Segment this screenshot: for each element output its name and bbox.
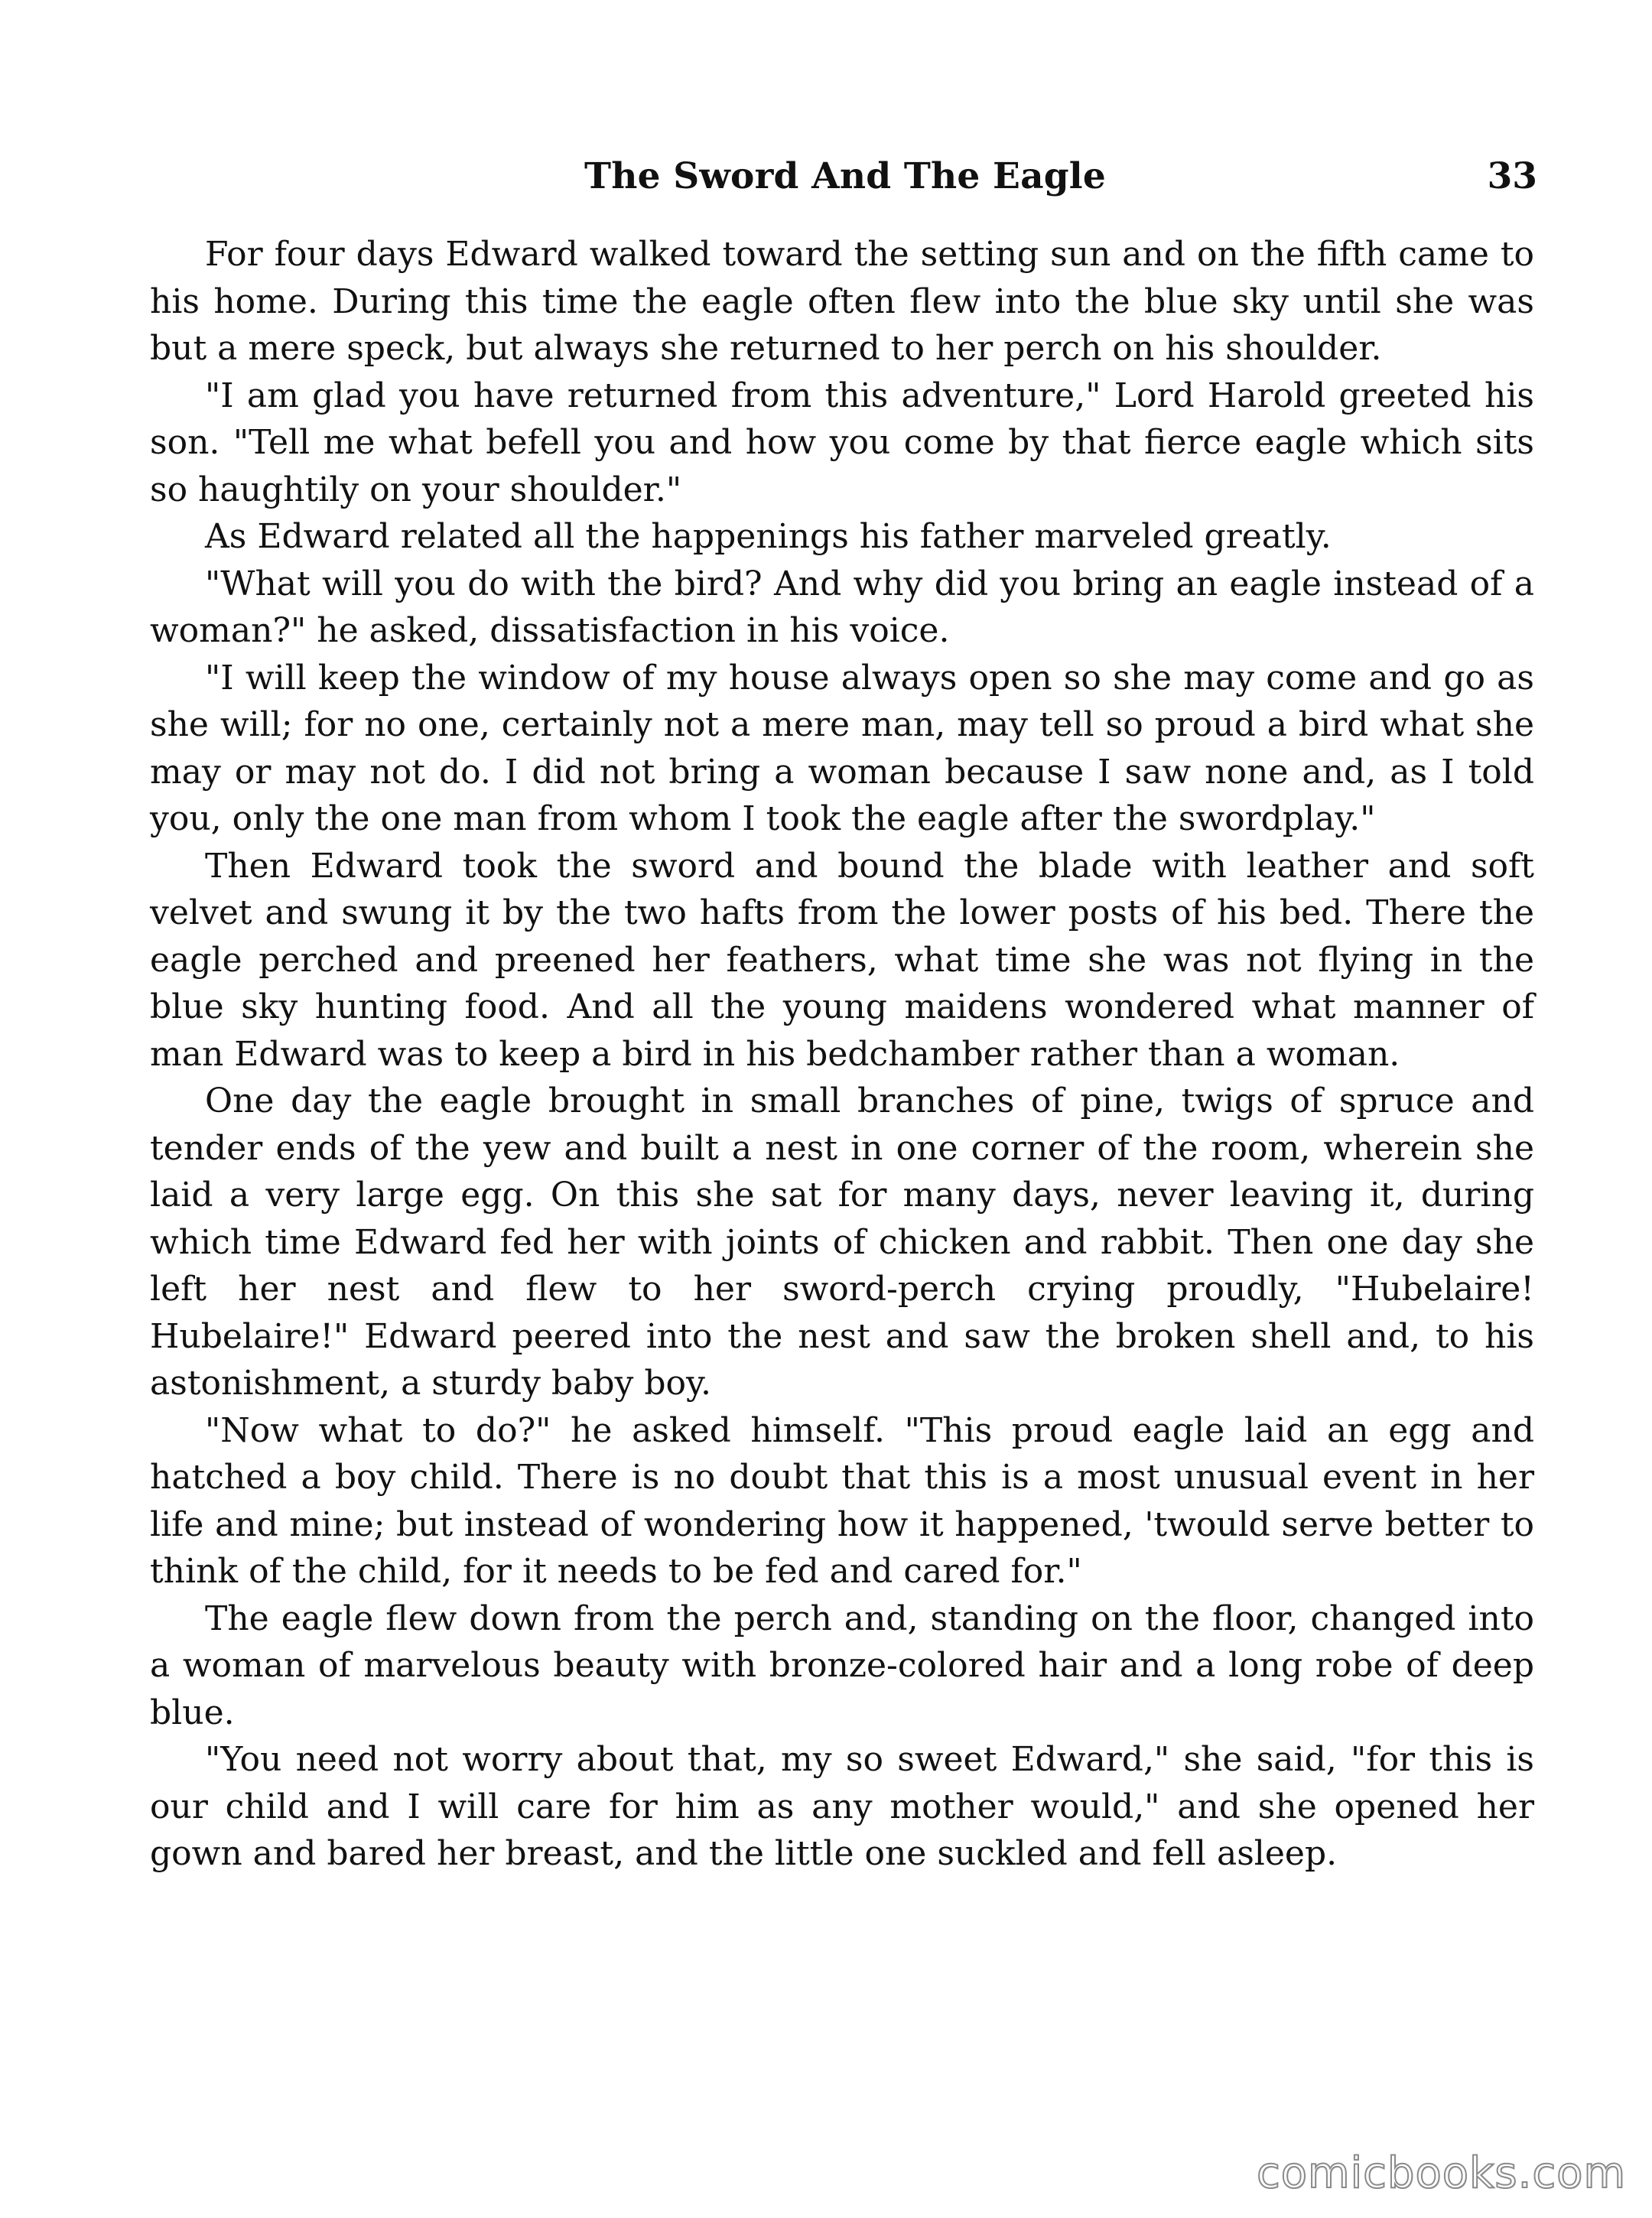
chapter-title: The Sword And The Eagle — [584, 155, 1106, 197]
paragraph: As Edward related all the happenings his father marveled greatly. — [205, 517, 1332, 556]
paragraph: Then Edward took the sword and bound the blade with leather and soft velvet and swung it by the two hafts from the lower posts of his bed. There the eagle perched and preened her feathers, what time she was not flying in the blue sky hunting food. And all the young maidens wondered what manner of man Edward was to keep a bird in his bedchamber rather than a woman. — [150, 846, 1534, 1074]
paragraph: "What will you do with the bird? And why did you bring an eagle instead of a woman?" he asked, dissatisfaction in his voice. — [150, 564, 1534, 650]
page-number: 33 — [1487, 155, 1537, 197]
paragraph: "You need not worry about that, my so sweet Edward," she said, "for this is our child and I will care for him as any mother would," and she opened her gown and bared her breast, and the little one suckled and fell asleep. — [150, 1740, 1534, 1873]
body-text — [150, 231, 1534, 1878]
paragraph: "I am glad you have returned from this adventure," Lord Harold greeted his son. "Tell me what befell you and how you come by that fierce eagle which sits so haughtily on your shoulder." — [150, 376, 1534, 509]
paragraph: For four days Edward walked toward the setting sun and on the fifth came to his home. During this time the eagle often flew into the blue sky until she was but a mere speck, but always she returned to her perch on his shoulder. — [150, 235, 1534, 368]
paragraph: "I will keep the window of my house always open so she may come and go as she will; for no one, certainly not a mere man, may tell so proud a bird what she may or may not do. I did not bring a woman because I saw none and, as I told you, only the one man from whom I took the eagle after the swordplay." — [150, 658, 1534, 838]
running-head — [153, 150, 1537, 203]
paragraph: "Now what to do?" he asked himself. "This proud eagle laid an egg and hatched a boy child. There is no doubt that this is a most unusual event in her life and mine; but instead of wondering how it happened, 'twould serve better to think of the child, for it needs to be fed and cared for." — [150, 1410, 1534, 1591]
paragraph: One day the eagle brought in small branches of pine, twigs of spruce and tender ends of the yew and built a nest in one corner of the room, wherein she laid a very large egg. On this she sat for many days, never leaving it, during which time Edward fed her with joints of chicken and rabbit. Then one day she left her nest and flew to her sword-perch crying proudly, "Hubelaire! Hubelaire!" Edward peered into the nest and saw the broken shell and, to his astonishment, a sturdy baby boy. — [150, 1081, 1534, 1403]
watermark-logo: comicbooks.com — [1256, 2148, 1626, 2198]
paragraph: The eagle flew down from the perch and, standing on the floor, changed into a woman of marvelous beauty with bronze-colored hair and a long robe of deep blue. — [150, 1598, 1534, 1732]
